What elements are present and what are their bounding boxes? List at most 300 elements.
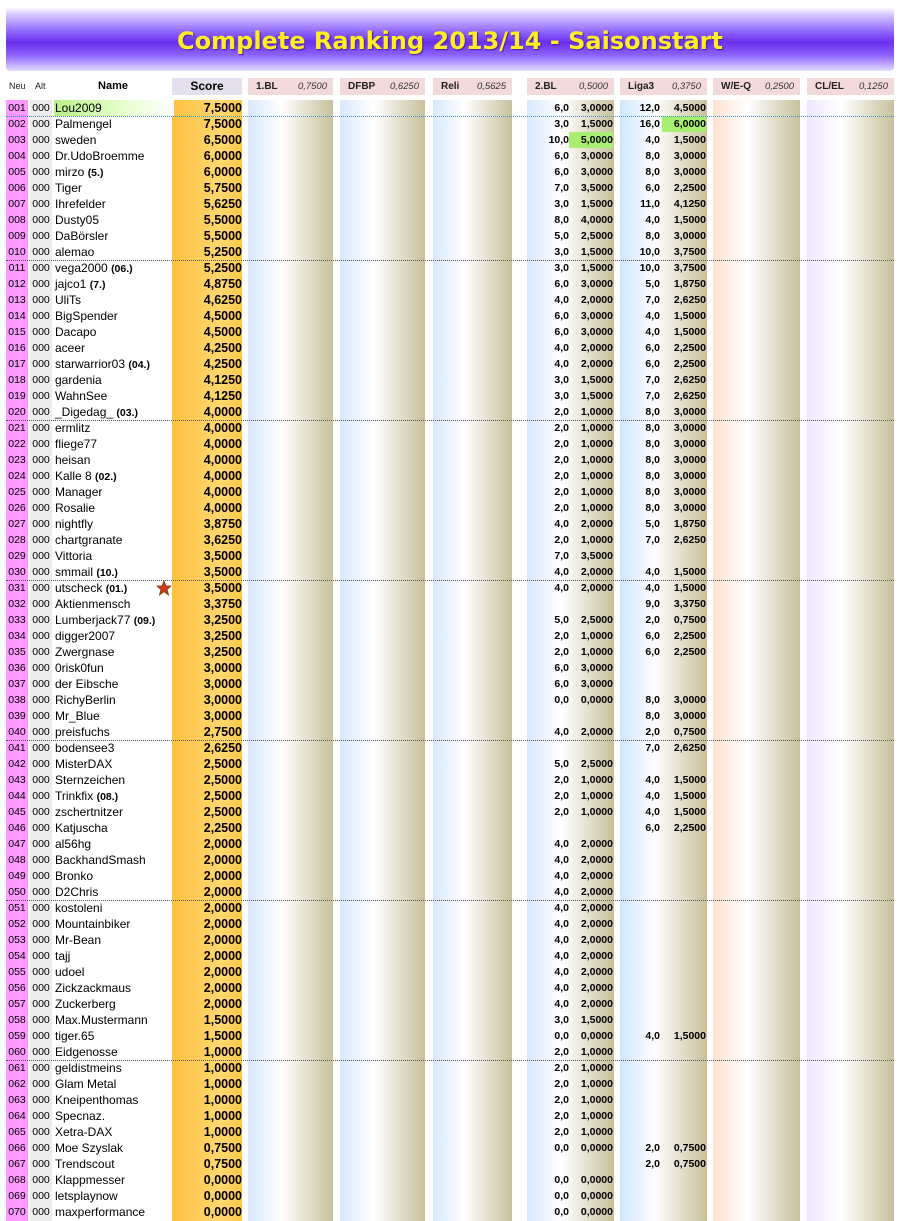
liga3-score: 3,0000 bbox=[673, 422, 706, 434]
bl2-points: 6,0 bbox=[554, 278, 569, 290]
bl2-score: 3,0000 bbox=[580, 310, 613, 322]
player-name: Max.Mustermann bbox=[55, 1013, 148, 1027]
score-value: 1,5000 bbox=[203, 1029, 242, 1043]
rank-new: 055 bbox=[8, 966, 26, 978]
player-name-cell bbox=[55, 164, 103, 181]
liga3-score: 2,6250 bbox=[673, 374, 706, 386]
score-value: 6,5000 bbox=[203, 133, 242, 147]
table-row bbox=[6, 1060, 894, 1076]
score-value: 5,6250 bbox=[203, 197, 242, 211]
score-value: 0,0000 bbox=[203, 1189, 242, 1203]
score-value: 4,0000 bbox=[203, 485, 242, 499]
table-row bbox=[6, 724, 894, 740]
liga3-score: 2,6250 bbox=[673, 294, 706, 306]
liga3-points: 7,0 bbox=[645, 294, 660, 306]
player-tag: (03.) bbox=[116, 407, 138, 419]
rank-old: 000 bbox=[32, 134, 50, 146]
bl2-points: 2,0 bbox=[554, 806, 569, 818]
table-row bbox=[6, 564, 894, 580]
liga3-points: 6,0 bbox=[645, 822, 660, 834]
player-name-cell bbox=[55, 116, 112, 132]
rank-new: 011 bbox=[8, 262, 26, 274]
bl2-score: 1,0000 bbox=[580, 438, 613, 450]
rank-new: 017 bbox=[8, 358, 26, 370]
bl2-score: 3,0000 bbox=[580, 278, 613, 290]
score-value: 4,6250 bbox=[203, 293, 242, 307]
player-name-cell bbox=[55, 676, 118, 692]
table-row bbox=[6, 660, 894, 676]
rank-old: 000 bbox=[32, 934, 50, 946]
rank-old: 000 bbox=[32, 390, 50, 402]
liga3-score: 1,8750 bbox=[673, 278, 706, 290]
player-name: gardenia bbox=[55, 373, 102, 387]
bl2-points: 0,0 bbox=[554, 1030, 569, 1042]
bl2-score: 3,0000 bbox=[580, 166, 613, 178]
bl2-score: 2,0000 bbox=[580, 950, 613, 962]
player-name-cell bbox=[55, 1108, 105, 1124]
score-value: 1,5000 bbox=[203, 1013, 242, 1027]
liga3-score: 1,5000 bbox=[673, 326, 706, 338]
header-2bl-weight: 0,5000 bbox=[578, 81, 608, 92]
liga3-points: 8,0 bbox=[645, 710, 660, 722]
rank-new: 014 bbox=[8, 310, 26, 322]
player-name-cell bbox=[55, 1044, 118, 1060]
table-row bbox=[6, 1140, 894, 1156]
player-name-cell bbox=[55, 228, 108, 244]
liga3-points: 2,0 bbox=[645, 1142, 660, 1154]
table-row bbox=[6, 260, 894, 276]
player-name: Mountainbiker bbox=[55, 917, 131, 931]
header-reli-weight: 0,5625 bbox=[476, 81, 506, 92]
bl2-points: 4,0 bbox=[554, 918, 569, 930]
player-name-cell bbox=[55, 292, 81, 308]
player-name-cell bbox=[55, 644, 114, 660]
rank-old: 000 bbox=[32, 118, 50, 130]
bl2-score: 1,0000 bbox=[580, 774, 613, 786]
bl2-score: 1,5000 bbox=[580, 118, 613, 130]
liga3-points: 4,0 bbox=[645, 1030, 660, 1042]
liga3-score: 3,0000 bbox=[673, 502, 706, 514]
bl2-points: 4,0 bbox=[554, 566, 569, 578]
rank-new: 059 bbox=[8, 1030, 26, 1042]
liga3-score: 1,8750 bbox=[673, 518, 706, 530]
player-name-cell bbox=[55, 692, 116, 708]
player-name: starwarrior03 bbox=[55, 357, 126, 371]
rank-new: 045 bbox=[8, 806, 26, 818]
player-name: DaBörsler bbox=[55, 229, 109, 243]
player-name: BackhandSmash bbox=[55, 853, 146, 867]
bl2-score: 2,0000 bbox=[580, 566, 613, 578]
liga3-points: 7,0 bbox=[645, 534, 660, 546]
liga3-points: 11,0 bbox=[640, 198, 660, 210]
liga3-score: 1,5000 bbox=[673, 582, 706, 594]
rank-new: 037 bbox=[8, 678, 26, 690]
liga3-score: 2,6250 bbox=[673, 742, 706, 754]
score-value: 2,0000 bbox=[203, 965, 242, 979]
liga3-points: 4,0 bbox=[645, 326, 660, 338]
player-name: tiger.65 bbox=[55, 1029, 95, 1043]
table-row bbox=[6, 644, 894, 660]
rank-new: 058 bbox=[8, 1014, 26, 1026]
player-name: jajco1 bbox=[55, 277, 87, 291]
score-value: 3,6250 bbox=[203, 533, 242, 547]
player-name-cell bbox=[55, 196, 106, 212]
player-name: Dacapo bbox=[55, 325, 97, 339]
rank-old: 000 bbox=[32, 230, 50, 242]
bl2-points: 2,0 bbox=[554, 1062, 569, 1074]
rank-new: 021 bbox=[8, 422, 26, 434]
liga3-score: 3,3750 bbox=[673, 598, 706, 610]
bl2-score: 0,0000 bbox=[580, 1206, 613, 1218]
bl2-points: 4,0 bbox=[554, 950, 569, 962]
score-value: 5,2500 bbox=[203, 245, 242, 259]
rank-old: 000 bbox=[32, 598, 50, 610]
header-1bl bbox=[248, 78, 333, 95]
score-value: 2,5000 bbox=[203, 757, 242, 771]
bl2-score: 2,0000 bbox=[580, 982, 613, 994]
table-row bbox=[6, 276, 894, 292]
rank-old: 000 bbox=[32, 998, 50, 1010]
bl2-points: 2,0 bbox=[554, 438, 569, 450]
score-value: 3,5000 bbox=[203, 581, 242, 595]
bl2-points: 2,0 bbox=[554, 534, 569, 546]
liga3-points: 6,0 bbox=[645, 630, 660, 642]
score-value: 3,2500 bbox=[203, 629, 242, 643]
header-reli-label: Reli bbox=[441, 81, 460, 92]
liga3-score: 3,7500 bbox=[673, 246, 706, 258]
rank-new: 060 bbox=[8, 1046, 26, 1058]
bl2-score: 3,0000 bbox=[580, 326, 613, 338]
player-name: Manager bbox=[55, 485, 103, 499]
player-name: tajj bbox=[55, 949, 71, 963]
player-name-cell bbox=[55, 660, 104, 676]
player-name: smmail bbox=[55, 565, 93, 579]
table-row bbox=[6, 1124, 894, 1140]
player-name-cell bbox=[55, 356, 150, 373]
bl2-score: 1,5000 bbox=[580, 246, 613, 258]
bl2-score: 5,0000 bbox=[580, 134, 613, 146]
score-value: 3,0000 bbox=[203, 709, 242, 723]
liga3-points: 7,0 bbox=[645, 374, 660, 386]
bl2-score: 1,0000 bbox=[580, 1078, 613, 1090]
rank-old: 000 bbox=[32, 518, 50, 530]
rank-new: 048 bbox=[8, 854, 26, 866]
rank-new: 012 bbox=[8, 278, 26, 290]
bl2-points: 4,0 bbox=[554, 358, 569, 370]
score-value: 3,0000 bbox=[203, 661, 242, 675]
rank-old: 000 bbox=[32, 454, 50, 466]
score-value: 4,8750 bbox=[203, 277, 242, 291]
bl2-points: 2,0 bbox=[554, 470, 569, 482]
table-row bbox=[6, 836, 894, 852]
liga3-score: 2,2500 bbox=[673, 358, 706, 370]
table-row bbox=[6, 628, 894, 644]
player-name: utscheck bbox=[55, 581, 103, 595]
player-name-cell bbox=[55, 1124, 112, 1140]
player-name-cell bbox=[55, 1156, 115, 1172]
score-value: 3,0000 bbox=[203, 677, 242, 691]
player-name: maxperformance bbox=[55, 1205, 146, 1219]
bl2-score: 0,0000 bbox=[580, 1174, 613, 1186]
liga3-score: 2,2500 bbox=[673, 182, 706, 194]
bl2-points: 3,0 bbox=[554, 262, 569, 274]
table-row bbox=[6, 420, 894, 436]
liga3-points: 6,0 bbox=[645, 182, 660, 194]
table-row bbox=[6, 948, 894, 964]
header-weq-weight: 0,2500 bbox=[764, 81, 794, 92]
table-row bbox=[6, 484, 894, 500]
rank-old: 000 bbox=[32, 1190, 50, 1202]
score-value: 5,5000 bbox=[203, 213, 242, 227]
liga3-points: 4,0 bbox=[645, 790, 660, 802]
header-dfbp-weight: 0,6250 bbox=[389, 81, 419, 92]
rank-old: 000 bbox=[32, 902, 50, 914]
rank-old: 000 bbox=[32, 886, 50, 898]
player-name: Eidgenosse bbox=[55, 1045, 118, 1059]
table-row bbox=[6, 596, 894, 612]
liga3-score: 2,2500 bbox=[673, 646, 706, 658]
bl2-points: 4,0 bbox=[554, 998, 569, 1010]
table-row bbox=[6, 164, 894, 180]
table-row bbox=[6, 692, 894, 708]
player-name-cell bbox=[55, 340, 85, 356]
score-value: 0,7500 bbox=[203, 1157, 242, 1171]
rank-old: 000 bbox=[32, 1078, 50, 1090]
header-clel-weight: 0,1250 bbox=[858, 81, 888, 92]
bl2-score: 1,5000 bbox=[580, 198, 613, 210]
bl2-score: 2,0000 bbox=[580, 902, 613, 914]
bl2-points: 0,0 bbox=[554, 1174, 569, 1186]
bl2-score: 2,0000 bbox=[580, 838, 613, 850]
header-weq-label: W/E-Q bbox=[721, 81, 751, 92]
rank-old: 000 bbox=[32, 790, 50, 802]
rank-old: 000 bbox=[32, 326, 50, 338]
liga3-points: 8,0 bbox=[645, 502, 660, 514]
bl2-points: 4,0 bbox=[554, 886, 569, 898]
bl2-score: 3,0000 bbox=[580, 678, 613, 690]
score-value: 3,5000 bbox=[203, 549, 242, 563]
rank-new: 061 bbox=[8, 1062, 26, 1074]
rank-old: 000 bbox=[32, 438, 50, 450]
liga3-score: 3,0000 bbox=[673, 486, 706, 498]
bl2-score: 0,0000 bbox=[580, 694, 613, 706]
player-name-cell bbox=[55, 420, 90, 436]
liga3-points: 6,0 bbox=[645, 342, 660, 354]
liga3-points: 7,0 bbox=[645, 742, 660, 754]
player-name-cell bbox=[55, 788, 118, 805]
bl2-score: 2,0000 bbox=[580, 918, 613, 930]
bl2-score: 1,5000 bbox=[580, 1014, 613, 1026]
score-value: 1,0000 bbox=[203, 1061, 242, 1075]
bl2-score: 2,5000 bbox=[580, 614, 613, 626]
score-value: 2,5000 bbox=[203, 805, 242, 819]
player-name-cell bbox=[55, 804, 123, 820]
table-row bbox=[6, 532, 894, 548]
rank-old: 000 bbox=[32, 358, 50, 370]
player-name: MisterDAX bbox=[55, 757, 113, 771]
bl2-score: 1,0000 bbox=[580, 1062, 613, 1074]
bl2-score: 1,0000 bbox=[580, 806, 613, 818]
rank-new: 063 bbox=[8, 1094, 26, 1106]
score-value: 7,5000 bbox=[203, 117, 242, 131]
score-value: 2,0000 bbox=[203, 949, 242, 963]
player-name: Mr_Blue bbox=[55, 709, 100, 723]
bl2-score: 1,0000 bbox=[580, 454, 613, 466]
bl2-points: 5,0 bbox=[554, 614, 569, 626]
bl2-score: 3,0000 bbox=[580, 102, 613, 114]
rank-old: 000 bbox=[32, 182, 50, 194]
player-name-cell bbox=[55, 308, 118, 324]
player-name: WahnSee bbox=[55, 389, 108, 403]
table-row bbox=[6, 196, 894, 212]
rank-old: 000 bbox=[32, 1014, 50, 1026]
bl2-score: 3,5000 bbox=[580, 182, 613, 194]
player-name-cell bbox=[55, 580, 127, 597]
score-value: 5,2500 bbox=[203, 261, 242, 275]
rank-old: 000 bbox=[32, 806, 50, 818]
liga3-score: 4,5000 bbox=[673, 102, 706, 114]
rank-new: 023 bbox=[8, 454, 26, 466]
player-name-cell bbox=[55, 772, 125, 788]
score-value: 4,5000 bbox=[203, 325, 242, 339]
player-name-cell bbox=[55, 948, 70, 964]
bl2-points: 2,0 bbox=[554, 502, 569, 514]
rank-old: 000 bbox=[32, 742, 50, 754]
player-name-cell bbox=[55, 372, 102, 388]
liga3-points: 8,0 bbox=[645, 422, 660, 434]
rank-new: 020 bbox=[8, 406, 26, 418]
score-value: 2,7500 bbox=[203, 725, 242, 739]
score-value: 3,2500 bbox=[203, 645, 242, 659]
bl2-points: 2,0 bbox=[554, 1094, 569, 1106]
table-row bbox=[6, 740, 894, 756]
bl2-points: 2,0 bbox=[554, 1046, 569, 1058]
player-tag: (10.) bbox=[96, 567, 118, 579]
liga3-points: 8,0 bbox=[645, 406, 660, 418]
player-name-cell bbox=[55, 276, 105, 293]
table-row bbox=[6, 612, 894, 628]
player-name-cell bbox=[55, 852, 146, 868]
rank-new: 016 bbox=[8, 342, 26, 354]
bl2-points: 7,0 bbox=[554, 182, 569, 194]
star-icon bbox=[156, 580, 172, 596]
bl2-points: 2,0 bbox=[554, 454, 569, 466]
player-name: Trinkfix bbox=[55, 789, 94, 803]
liga3-points: 6,0 bbox=[645, 646, 660, 658]
table-row bbox=[6, 884, 894, 900]
liga3-score: 1,5000 bbox=[673, 566, 706, 578]
header-weq bbox=[713, 78, 800, 95]
bl2-score: 1,0000 bbox=[580, 1094, 613, 1106]
player-name-cell bbox=[55, 868, 93, 884]
bl2-score: 2,0000 bbox=[580, 998, 613, 1010]
player-name: alemao bbox=[55, 245, 95, 259]
header-2bl-label: 2.BL bbox=[535, 81, 557, 92]
liga3-score: 1,5000 bbox=[673, 310, 706, 322]
header-clel-label: CL/EL bbox=[815, 81, 844, 92]
liga3-points: 6,0 bbox=[645, 358, 660, 370]
bl2-score: 4,0000 bbox=[580, 214, 613, 226]
bl2-points: 0,0 bbox=[554, 1190, 569, 1202]
score-value: 0,7500 bbox=[203, 1141, 242, 1155]
table-row bbox=[6, 1012, 894, 1028]
player-name: UliTs bbox=[55, 293, 81, 307]
score-value: 3,5000 bbox=[203, 565, 242, 579]
rank-old: 000 bbox=[32, 918, 50, 930]
player-name: Trendscout bbox=[55, 1157, 115, 1171]
table-row bbox=[6, 388, 894, 404]
table-row bbox=[6, 132, 894, 148]
rank-new: 057 bbox=[8, 998, 26, 1010]
rank-old: 000 bbox=[32, 102, 50, 114]
player-name: udoel bbox=[55, 965, 85, 979]
player-name: preisfuchs bbox=[55, 725, 110, 739]
table-row bbox=[6, 788, 894, 804]
table-row bbox=[6, 452, 894, 468]
rank-old: 000 bbox=[32, 822, 50, 834]
player-name: Kneipenthomas bbox=[55, 1093, 139, 1107]
rank-old: 000 bbox=[32, 630, 50, 642]
bl2-score: 2,0000 bbox=[580, 358, 613, 370]
player-name: Glam Metal bbox=[55, 1077, 117, 1091]
rank-new: 013 bbox=[8, 294, 26, 306]
liga3-score: 2,2500 bbox=[673, 822, 706, 834]
bl2-points: 3,0 bbox=[554, 118, 569, 130]
rank-new: 043 bbox=[8, 774, 26, 786]
liga3-points: 5,0 bbox=[645, 278, 660, 290]
table-row bbox=[6, 916, 894, 932]
table-row bbox=[6, 756, 894, 772]
table-row bbox=[6, 1156, 894, 1172]
bl2-score: 2,0000 bbox=[580, 870, 613, 882]
player-tag: (09.) bbox=[133, 615, 156, 627]
player-tag: (04.) bbox=[128, 359, 150, 371]
bl2-score: 2,0000 bbox=[580, 886, 613, 898]
bl2-points: 6,0 bbox=[554, 310, 569, 322]
title-banner bbox=[6, 7, 894, 71]
table-row bbox=[6, 404, 894, 420]
bl2-points: 2,0 bbox=[554, 1078, 569, 1090]
bl2-points: 0,0 bbox=[554, 1206, 569, 1218]
bl2-score: 1,0000 bbox=[580, 630, 613, 642]
player-name-cell bbox=[55, 596, 130, 612]
bl2-score: 1,0000 bbox=[580, 790, 613, 802]
bl2-points: 2,0 bbox=[554, 646, 569, 658]
header-neu: Neu bbox=[9, 81, 26, 91]
table-row bbox=[6, 500, 894, 516]
bl2-score: 1,0000 bbox=[580, 534, 613, 546]
liga3-score: 6,0000 bbox=[673, 118, 706, 130]
liga3-score: 3,0000 bbox=[673, 694, 706, 706]
player-tag: (02.) bbox=[95, 471, 117, 483]
bl2-points: 6,0 bbox=[554, 166, 569, 178]
player-name: Vittoria bbox=[55, 549, 93, 563]
rank-old: 000 bbox=[32, 950, 50, 962]
rank-new: 015 bbox=[8, 326, 26, 338]
player-name: digger2007 bbox=[55, 629, 116, 643]
bl2-score: 2,0000 bbox=[580, 518, 613, 530]
liga3-points: 2,0 bbox=[645, 614, 660, 626]
rank-old: 000 bbox=[32, 726, 50, 738]
page-title: Complete Ranking 2013/14 - Saisonstart bbox=[177, 27, 723, 55]
score-value: 3,8750 bbox=[203, 517, 242, 531]
player-name: Kalle 8 bbox=[55, 469, 92, 483]
score-value: 2,0000 bbox=[203, 901, 242, 915]
rank-new: 039 bbox=[8, 710, 26, 722]
bl2-score: 2,0000 bbox=[580, 726, 613, 738]
bl2-score: 1,0000 bbox=[580, 486, 613, 498]
score-value: 4,0000 bbox=[203, 437, 242, 451]
